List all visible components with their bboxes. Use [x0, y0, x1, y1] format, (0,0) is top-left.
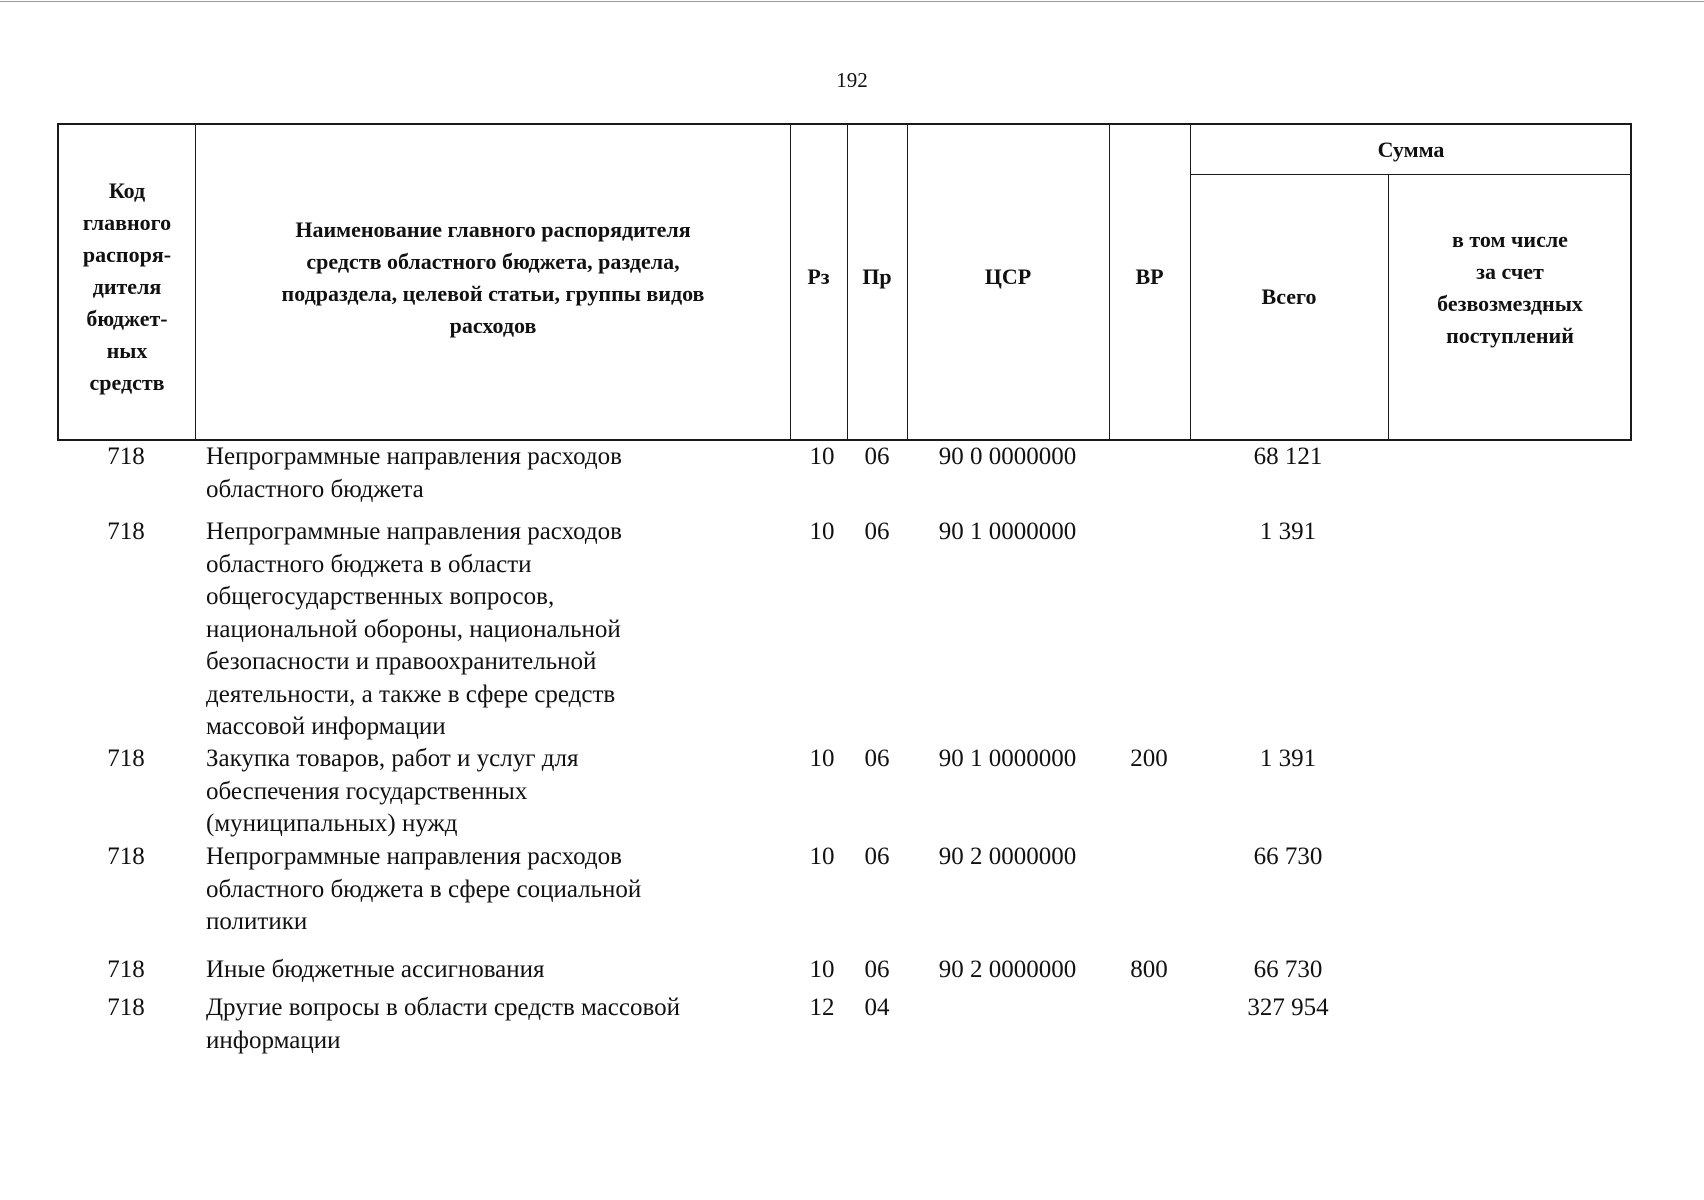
row-pr: 06 — [864, 745, 890, 772]
header-sum: Сумма — [1377, 136, 1445, 162]
page-number: 192 — [836, 68, 868, 92]
row-total: 1 391 — [1259, 745, 1317, 772]
row-name: Непрограммные направления расходов областного бюджета в области общегосударственных вопросов, национальной обороны, национальной безопасности и правоохранительной деятельности, а также в сфере средств массовой информации — [206, 518, 622, 740]
header-vr: ВР — [1135, 264, 1164, 289]
header-code: Код главного распоря- дителя бюджет- ных средств — [82, 178, 172, 395]
row-pr: 04 — [864, 994, 890, 1021]
row-name: Иные бюджетные ассигнования — [206, 956, 545, 983]
row-rz: 10 — [809, 518, 835, 545]
header-total: Всего — [1261, 283, 1317, 309]
row-vr: 200 — [1130, 745, 1168, 772]
row-csr: 90 2 0000000 — [938, 956, 1077, 983]
header-pr: Пр — [862, 264, 892, 289]
row-code: 718 — [107, 443, 145, 470]
header-csr: ЦСР — [984, 264, 1032, 289]
table-header — [57, 123, 1632, 441]
row-name: Непрограммные направления расходов областного бюджета в сфере социальной политики — [206, 843, 642, 935]
row-pr: 06 — [864, 443, 890, 470]
row-name: Другие вопросы в области средств массовой информации — [206, 994, 680, 1054]
row-csr: 90 0 0000000 — [938, 443, 1077, 470]
row-code: 718 — [107, 956, 145, 983]
row-pr: 06 — [864, 843, 890, 870]
row-rz: 10 — [809, 443, 835, 470]
row-vr: 800 — [1130, 956, 1168, 983]
header-rz: Рз — [807, 264, 830, 289]
row-code: 718 — [107, 994, 145, 1021]
row-name: Непрограммные направления расходов областного бюджета — [206, 443, 622, 503]
row-rz: 10 — [809, 745, 835, 772]
row-total: 1 391 — [1259, 518, 1317, 545]
row-total: 66 730 — [1253, 843, 1323, 870]
row-total: 327 954 — [1247, 994, 1329, 1021]
row-name: Закупка товаров, работ и услуг для обеспечения государственных (муниципальных) нужд — [206, 745, 579, 837]
row-pr: 06 — [864, 518, 890, 545]
row-total: 68 121 — [1253, 443, 1323, 470]
row-rz: 12 — [809, 994, 835, 1021]
row-code: 718 — [107, 745, 145, 772]
row-pr: 06 — [864, 956, 890, 983]
row-csr: 90 1 0000000 — [938, 745, 1077, 772]
row-csr: 90 2 0000000 — [938, 843, 1077, 870]
header-grant: в том числе за счет безвозмездных поступлений — [1437, 226, 1583, 348]
header-name: Наименование главного распорядителя средств областного бюджета, раздела, подраздела, целевой статьи, группы видов расходов — [281, 217, 705, 338]
row-rz: 10 — [809, 843, 835, 870]
row-code: 718 — [107, 518, 145, 545]
top-scan-rule — [0, 1, 1704, 2]
row-rz: 10 — [809, 956, 835, 983]
row-code: 718 — [107, 843, 145, 870]
row-csr: 90 1 0000000 — [938, 518, 1077, 545]
row-total: 66 730 — [1253, 956, 1323, 983]
